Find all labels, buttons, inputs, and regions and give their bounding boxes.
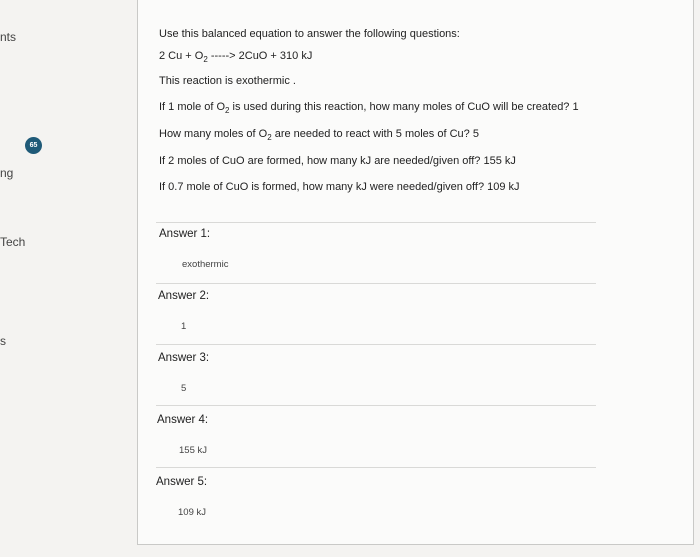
divider — [156, 283, 596, 284]
question-1-post: is used during this reaction, how many moles of CuO will be created? 1 — [229, 101, 579, 113]
question-2-subscript: 2 — [267, 133, 272, 143]
question-3: If 2 moles of CuO are formed, how many kJ are needed/given off? 155 kJ — [159, 155, 516, 167]
answer-1-label: Answer 1: — [159, 228, 211, 240]
answer-4-value: 155 kJ — [179, 445, 207, 456]
answer-4-label: Answer 4: — [157, 414, 209, 426]
divider — [156, 344, 596, 345]
answer-5-label: Answer 5: — [156, 476, 208, 488]
left-sidebar — [0, 0, 60, 557]
equation-right: -----> 2CuO + 310 kJ — [207, 50, 313, 62]
answer-2-label: Answer 2: — [158, 290, 210, 302]
answer-2-value: 1 — [181, 321, 187, 332]
question-intro: Use this balanced equation to answer the following questions: — [159, 28, 460, 40]
sidebar-label-ng[interactable]: ng — [0, 166, 14, 180]
question-1 — [159, 101, 579, 115]
question-2 — [159, 128, 479, 142]
question-1-pre: If 1 mole of O — [159, 101, 226, 113]
sidebar-label-tech[interactable]: Tech — [0, 235, 26, 249]
notification-badge[interactable]: 65 — [25, 137, 42, 154]
equation-left: 2 Cu + O — [159, 50, 204, 62]
divider — [156, 405, 596, 406]
question-1-subscript: 2 — [225, 106, 230, 116]
question-4: If 0.7 mole of CuO is formed, how many kJ were needed/given off? 109 kJ — [159, 181, 520, 193]
answer-5-value: 109 kJ — [178, 507, 206, 518]
divider — [156, 467, 596, 468]
sidebar-label-nts[interactable]: nts — [0, 30, 17, 44]
sidebar-label-s[interactable]: s — [0, 334, 6, 348]
question-panel — [137, 0, 694, 545]
equation-subscript: 2 — [203, 55, 208, 65]
answer-1-value: exothermic — [182, 259, 229, 270]
answer-3-value: 5 — [181, 383, 187, 394]
balanced-equation — [159, 50, 312, 64]
answer-3-label: Answer 3: — [158, 352, 210, 364]
reaction-statement: This reaction is exothermic . — [159, 75, 296, 87]
question-2-pre: How many moles of O — [159, 128, 268, 140]
question-2-post: are needed to react with 5 moles of Cu? 5 — [271, 128, 479, 140]
divider — [156, 222, 596, 223]
